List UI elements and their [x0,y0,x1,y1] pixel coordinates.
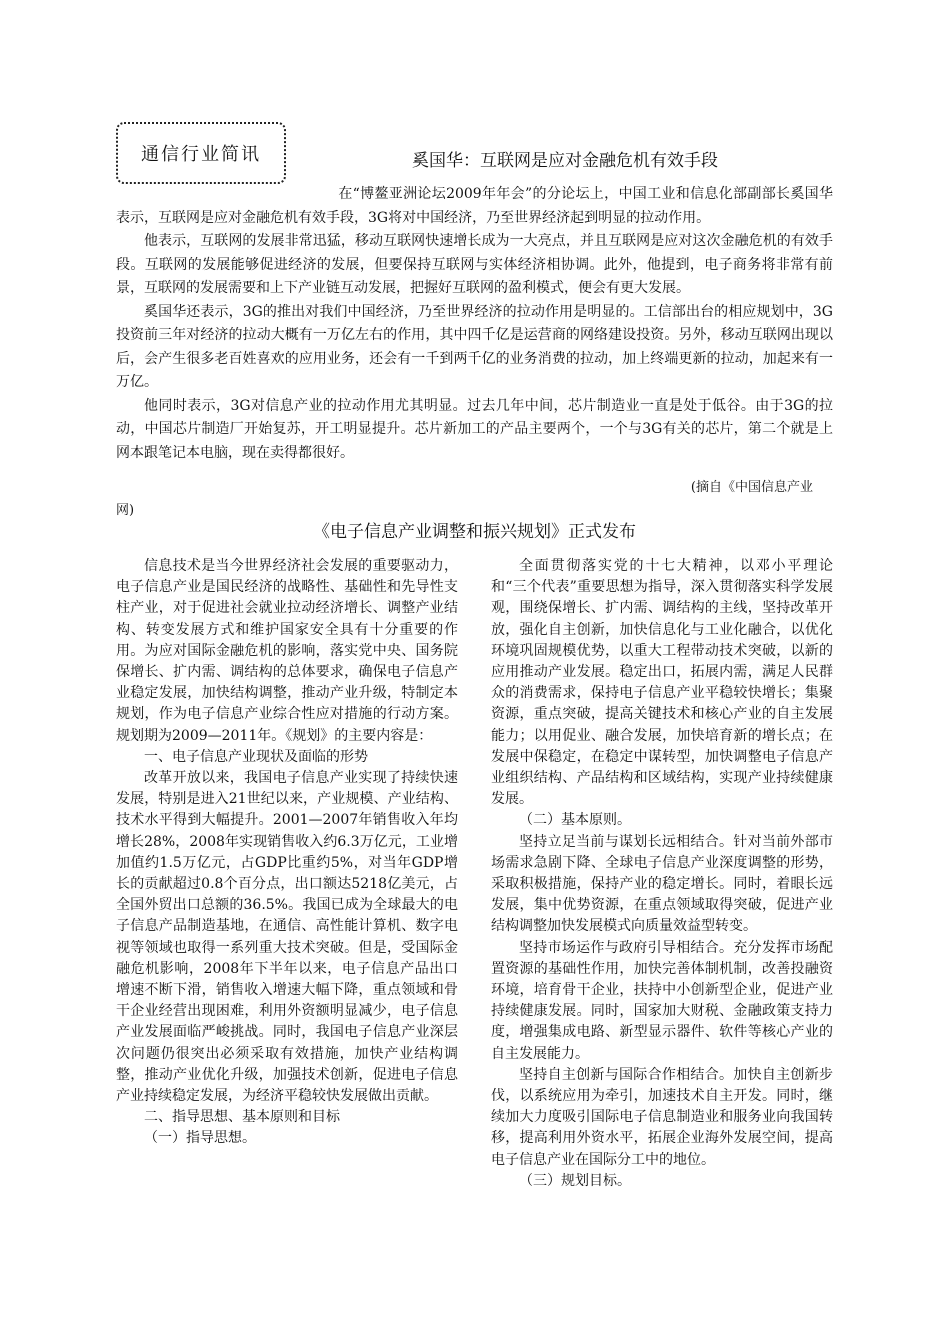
article-paragraph: 在“博鳌亚洲论坛2009年年会”的分论坛上，中国工业和信息化部副部长奚国华表示，互联网是应对金融危机有效手段，3G将对中国经济，乃至世界经济起到明显的拉动作用。 [116,186,833,226]
article-title: 奚国华：互联网是应对金融危机有效手段 [412,151,718,171]
source-line: 网) [116,503,135,518]
column-paragraph: 全面贯彻落实党的十七大精神，以邓小平理论和“三个代表”重要思想为指导，深入贯彻落实科学发展观，围绕保增长、扩内需、调结构的主线，坚持改革开放，强化自主创新，加快信息化与工业化融合，以优化环境巩固规模优势，以重大工程带动技术突破，以新的应用推动产业发展。稳定出口，拓展内需，满足人民群众的消费需求，保持电子信息产业平稳较快增长；集聚资源，重点突破，提高关键技术和核心产业的自主发展能力；以用促业、融合发展，加快培育新的增长点；在发展中保稳定，在稳定中谋转型，加快调整电子信息产业组织结构、产品结构和区域结构，实现产业持续健康发展。 [491,558,833,808]
article-source [116,476,833,522]
article-paragraph: 他同时表示，3G对信息产业的拉动作用尤其明显。过去几年中间，芯片制造业一直是处于低谷。由于3G的拉动，中国芯片制造厂开始复苏，开工明显提升。芯片新加工的产品主要两个，一个与3G有关的芯片，第二个就是上网本跟笔记本电脑，现在卖得都很好。 [116,397,833,461]
section-heading: 二、指导思想、基本原则和目标 [144,1109,340,1126]
column-paragraph: 坚持市场运作与政府引导相结合。充分发挥市场配置资源的基础性作用，加快完善体制机制，改善投融资环境，培育骨干企业，扶持中小创新型企业，促进产业持续健康发展。同时，国家加大财税、金融政策支持力度，增强集成电路、新型显示器件、软件等核心产业的自主发展能力。 [491,939,833,1062]
column-paragraph: 坚持自主创新与国际合作相结合。加快自主创新步伐，以系统应用为牵引，加速技术自主开发。同时，继续加大力度吸引国际电子信息制造业和服务业向我国转移，提高利用外资水平，拓展企业海外发展空间，提高电子信息产业在国际分工中的地位。 [491,1066,833,1168]
article-paragraph: 奚国华还表示，3G的推出对我们中国经济，乃至世界经济的拉动作用是明显的。工信部出台的相应规划中，3G投资前三年对经济的拉动大概有一万亿左右的作用，其中四千亿是运营商的网络建设投资。另外，移动互联网出现以后，会产生很多老百姓喜欢的应用业务，还会有一千到两千亿的业务消费的拉动，加上终端更新的拉动，加起来有一万亿。 [116,303,833,390]
right-column [491,556,833,1192]
article-body [116,183,833,465]
column-paragraph: 信息技术是当今世界经济社会发展的重要驱动力，电子信息产业是国民经济的战略性、基础性和先导性支柱产业，对于促进社会就业拉动经济增长、调整产业结构、转变发展方式和维护国家安全具有十分重要的作用。为应对国际金融危机的影响，落实党中央、国务院保增长、扩内需、调结构的总体要求，确保电子信息产业稳定发展，加快结构调整，推动产业升级，特制定本规划，作为电子信息产业综合性应对措施的行动方案。规划期为2009—2011年。《规划》的主要内容是： [116,558,458,744]
section-badge: 通信行业简讯 [116,122,286,184]
subsection-heading: （一）指导思想。 [144,1130,256,1147]
subsection-heading: （三）规划目标。 [519,1172,631,1189]
column-paragraph: 坚持立足当前与谋划长远相结合。针对当前外部市场需求急剧下降、全球电子信息产业深度调整的形势，采取积极措施，保持产业的稳定增长。同时，着眼长远发展，集中优势资源，在重点领域取得突破，促进产业结构调整加快发展模式向质量效益型转变。 [491,833,833,935]
left-column [116,556,458,1150]
section-heading: 一、电子信息产业现状及面临的形势 [144,748,368,765]
source-line: (摘自《中国信息产业 [690,480,813,495]
subsection-heading: （二）基本原则。 [519,812,631,829]
second-article-title: 《电子信息产业调整和振兴规划》正式发布 [313,522,636,542]
column-paragraph: 改革开放以来，我国电子信息产业实现了持续快速发展，特别是进入21世纪以来，产业规模、产业结构、技术水平得到大幅提升。2001—2007年销售收入年均增长28%，2008年实现销售收入约6.3万亿元，工业增加值约1.5万亿元，占GDP比重约5%，对当年GDP增长的贡献超过0.8个百分点，出口额达5218亿美元，占全国外贸出口总额的36.5%。我国已成为全球最大的电子信息产品制造基地，在通信、高性能计算机、数字电视等领域也取得一系列重大技术突破。但是，受国际金融危机影响，2008年下半年以来，电子信息产品出口增速不断下滑，销售收入增速大幅下降，重点领域和骨干企业经营出现困难，利用外资额明显减少，电子信息产业发展面临严峻挑战。同时，我国电子信息产业深层次问题仍很突出必须采取有效措施，加快产业结构调整，推动产业优化升级，加强技术创新，促进电子信息产业持续稳定发展，为经济平稳较快发展做出贡献。 [116,770,458,1105]
article-paragraph: 他表示，互联网的发展非常迅猛，移动互联网快速增长成为一大亮点，并且互联网是应对这次金融危机的有效手段。互联网的发展能够促进经济的发展，但要保持互联网与实体经济相协调。此外，他提到，电子商务将非常有前景，互联网的发展需要和上下产业链互动发展，把握好互联网的盈利模式，便会有更大发展。 [116,233,833,296]
